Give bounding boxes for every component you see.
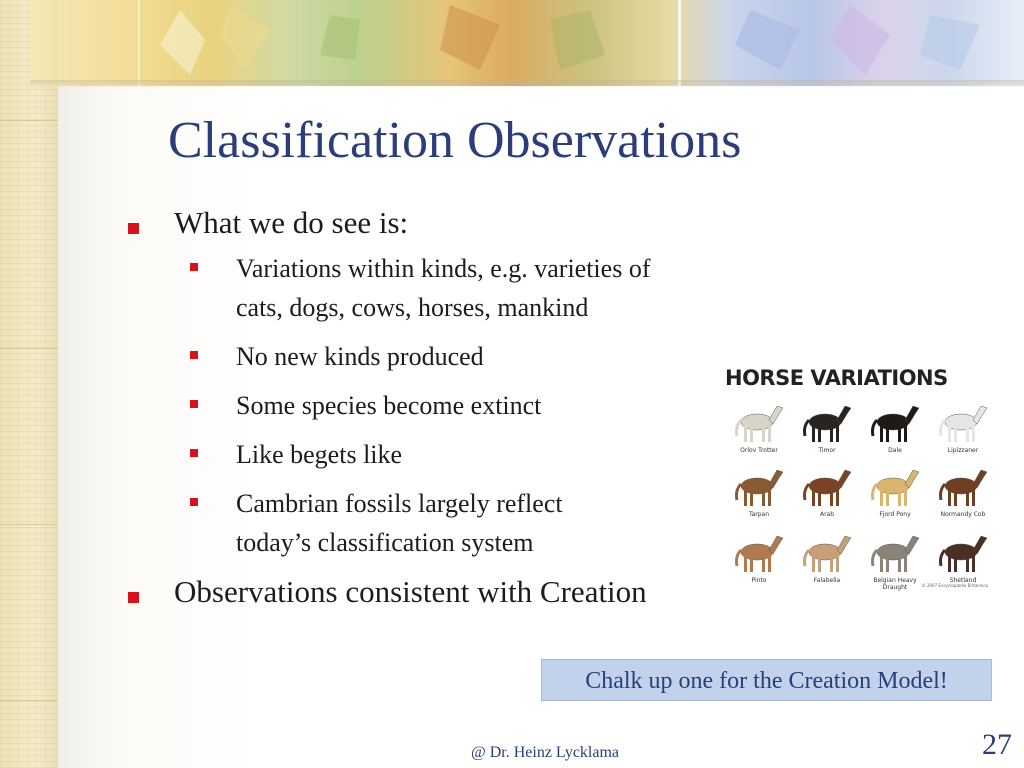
horse-name-label: Normandy Cob [940,511,986,518]
horse-figure [930,462,996,530]
horse-name-label: Timor [818,447,836,454]
bullet-text: Like begets like [236,439,403,469]
bullet-level2 [120,249,820,327]
callout-box: Chalk up one for the Creation Model! [541,659,992,701]
horse-name-label: Orlov Trotter [740,447,778,454]
horse-figure [794,528,860,596]
horse-name-label: Dale [888,447,902,454]
horse-name-label: Tarpan [748,511,770,518]
horse-variations-image [722,366,994,591]
horse-figure [794,462,860,530]
bullet-text-cont: today’s classification system [236,527,534,557]
horse-name-label: Arab [819,511,835,518]
horse-icon [731,528,787,576]
horse-figure [862,462,928,530]
strip-seam [0,348,58,349]
left-parchment-strip [0,0,59,768]
strip-seam [0,700,58,701]
horse-icon [935,528,991,576]
bullet-text: Variations within kinds, e.g. varieties of [236,253,651,283]
horse-name-label: Shetland [949,577,977,584]
horse-icon [935,398,991,446]
footer-author: @ Dr. Heinz Lycklama [470,744,620,761]
image-copyright: © 2007 Encyclopædia Britannica [921,583,988,588]
horse-name-label: Falabella [813,577,841,584]
banner-shadow [30,80,1024,88]
bullet-text: Observations consistent with Creation [174,573,647,609]
bullet-text: What we do see is: [174,205,409,240]
leaf-pattern [30,0,1024,86]
bullet-text: Some species become extinct [236,390,542,420]
horse-figure [726,398,792,466]
horse-icon [867,462,923,510]
bullet-marker [190,351,198,359]
bullet-marker [128,223,139,234]
decorative-leaf-banner [30,0,1024,86]
bullet-marker [190,263,198,271]
horse-icon [935,462,991,510]
bullet-text-cont: cats, dogs, cows, horses, mankind [236,292,589,322]
bullet-level2 [120,435,820,474]
horse-figure [862,528,928,596]
horse-figure [862,398,928,466]
horse-figure [726,528,792,596]
strip-seam [0,524,58,525]
bullet-level1 [120,574,820,610]
bullet-list [120,205,820,609]
bullet-level2 [120,386,820,425]
page-number: 27 [982,728,1012,761]
horse-icon [867,398,923,446]
bullet-text: Cambrian fossils largely reflect [236,488,563,518]
bullet-level2 [120,337,820,376]
horse-icon [799,528,855,576]
bullet-marker [190,449,198,457]
bullet-marker [190,400,198,408]
slide-title: Classification Observations [168,112,742,169]
horse-image-heading: HORSE VARIATIONS [725,366,948,390]
horse-icon [867,528,923,576]
horse-name-label: Fjord Pony [879,511,911,518]
bullet-marker [190,498,198,506]
horse-figure [794,398,860,466]
bullet-level2 [120,484,820,562]
bullet-marker [128,592,139,603]
horse-icon [799,462,855,510]
bullet-text: No new kinds produced [236,341,484,371]
horse-name-label: Pinto [751,577,767,584]
horse-icon [731,398,787,446]
horse-icon [731,462,787,510]
horse-figure [726,462,792,530]
horse-name-label: Belgian Heavy Draught [873,577,917,591]
bullet-level1 [120,205,820,241]
horse-figure [930,398,996,466]
strip-seam [0,120,58,121]
horse-name-label: Lipizzaner [947,447,979,454]
horse-icon [799,398,855,446]
